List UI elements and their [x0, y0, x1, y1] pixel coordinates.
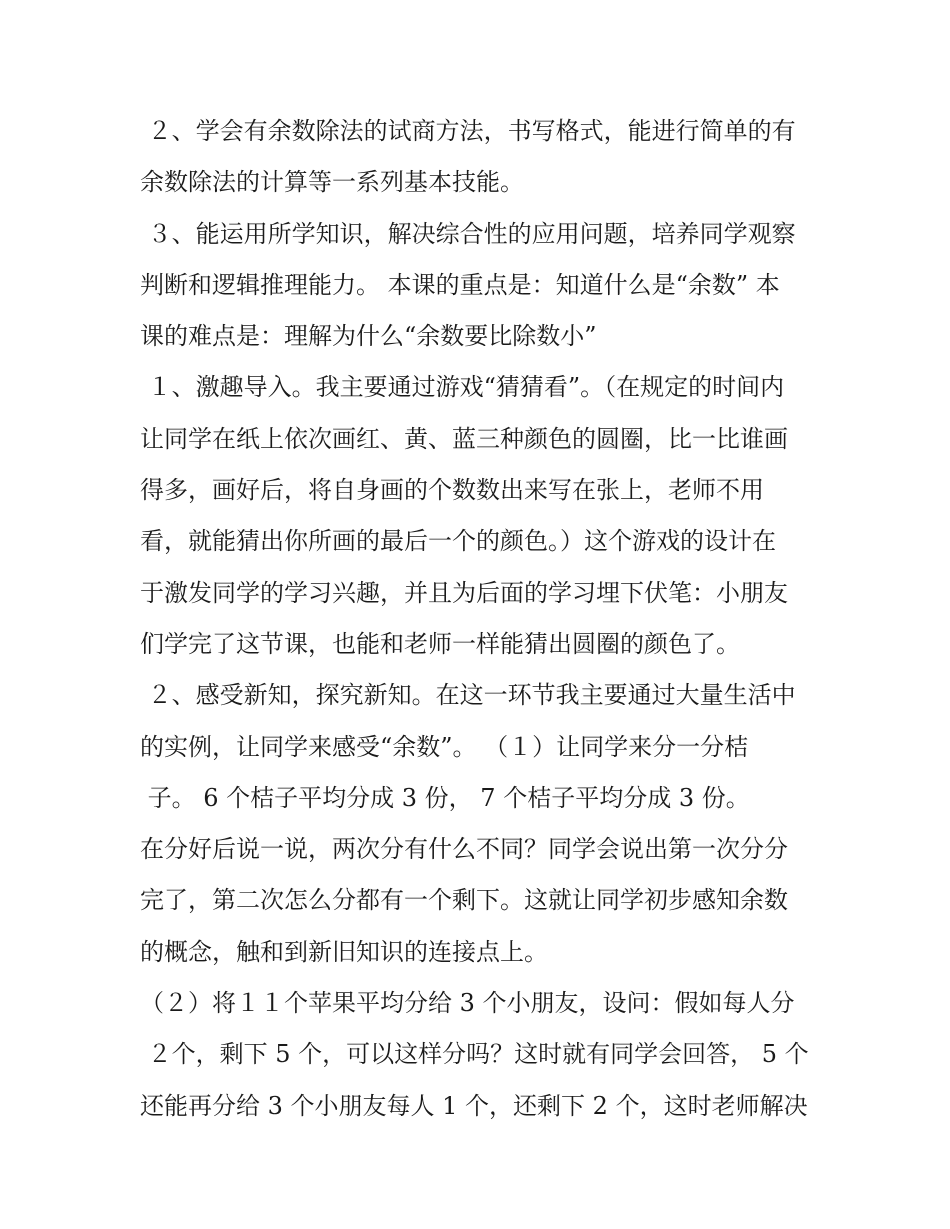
text-line: 的实例，让同学来感受“余数”。 （１）让同学来分一分桔 [140, 732, 749, 761]
text-line: 于激发同学的学习兴趣，并且为后面的学习埋下伏笔：小朋友 [140, 578, 788, 607]
text-line: 完了，第二次怎么分都有一个剩下。这就让同学初步感知余数 [140, 886, 788, 915]
text-line: 判断和逻辑推理能力。 本课的重点是：知道什么是“余数” 本 [140, 270, 780, 299]
text-line: １、激趣导入。我主要通过游戏“猜猜看”。（在规定的时间内 [140, 373, 785, 402]
text-line: （２）将１１个苹果平均分给 3 个小朋友，设问：假如每人分 [140, 989, 795, 1018]
text-line: 余数除法的计算等一系列基本技能。 [140, 168, 524, 197]
text-line: 的概念，触和到新旧知识的连接点上。 [140, 937, 548, 966]
text-line: 课的难点是：理解为什么“余数要比除数小” [140, 322, 597, 351]
text-line: ３、能运用所学知识，解决综合性的应用问题，培养同学观察 [140, 219, 796, 248]
body-text [140, 108, 820, 1134]
text-line: ２、感受新知，探究新知。在这一环节我主要通过大量生活中 [140, 681, 796, 710]
text-line: 子。 6 个桔子平均分成 3 份， 7 个桔子平均分成 3 份。 [140, 783, 750, 812]
text-line: 在分好后说一说，两次分有什么不同？同学会说出第一次分分 [140, 835, 788, 864]
text-line: ２、学会有余数除法的试商方法，书写格式，能进行简单的有 [140, 117, 796, 145]
text-line: 还能再分给 3 个小朋友每人 1 个，还剩下 2 个，这时老师解决 [140, 1091, 808, 1120]
text-line: 让同学在纸上依次画红、黄、蓝三种颜色的圆圈，比一比谁画 [140, 424, 788, 453]
text-line: 看，就能猜出你所画的最后一个的颜色。）这个游戏的设计在 [140, 527, 776, 556]
text-line: ２个，剩下 5 个，可以这样分吗？这时就有同学会回答， 5 个 [140, 1040, 809, 1069]
text-line: 们学完了这节课，也能和老师一样能猜出圆圈的颜色了。 [140, 629, 740, 658]
text-line: 得多，画好后，将自身画的个数数出来写在张上，老师不用 [140, 476, 764, 505]
